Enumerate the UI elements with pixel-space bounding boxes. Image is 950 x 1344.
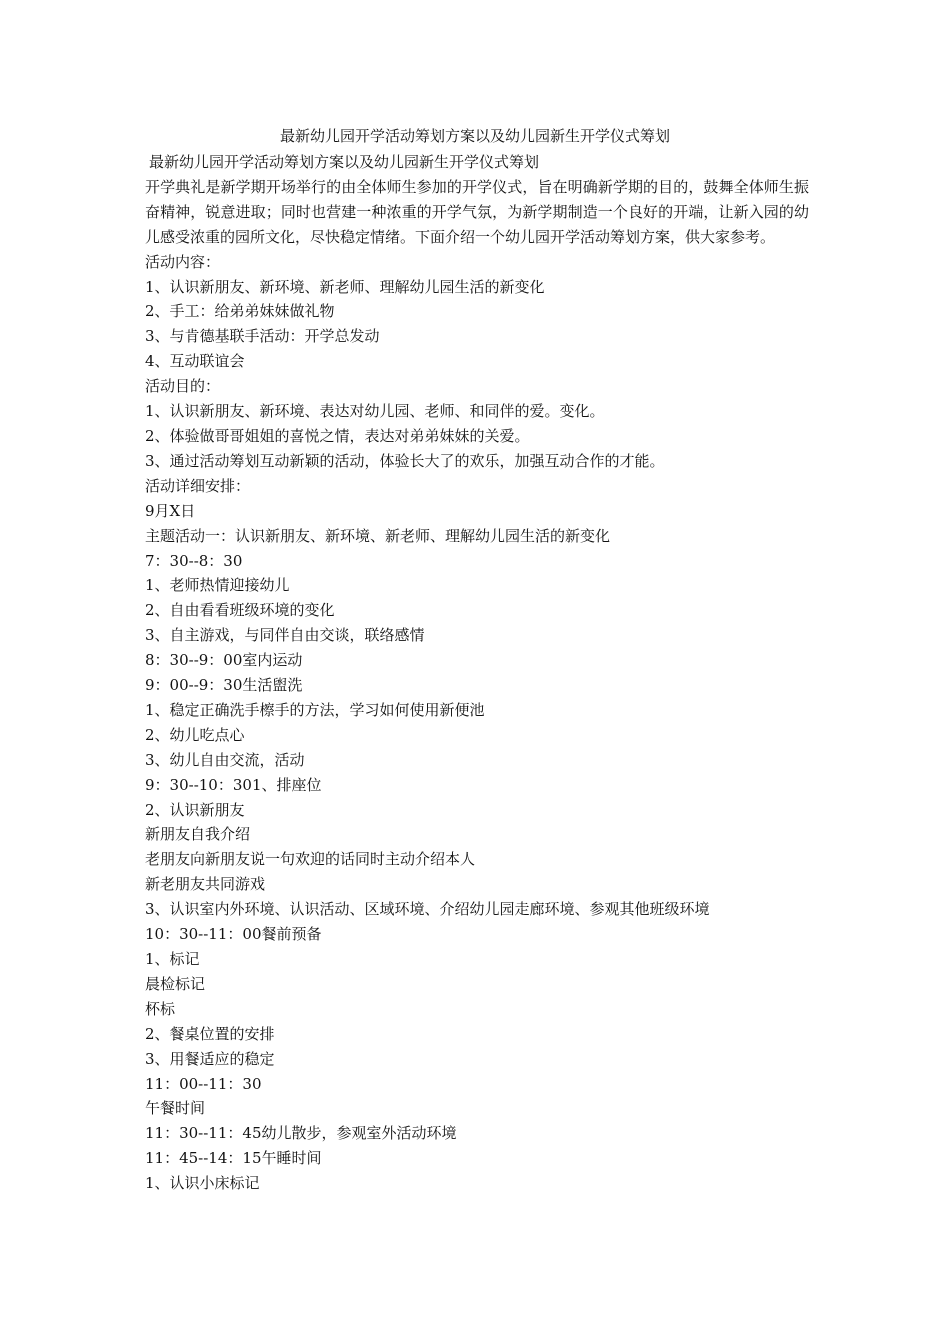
text-line: 11：30--11：45幼儿散步，参观室外活动环境 (145, 1124, 457, 1143)
text-line: 8：30--9：00室内运动 (145, 651, 303, 670)
text-line: 11：00--11：30 (145, 1074, 262, 1093)
text-line: 主题活动一：认识新朋友、新环境、新老师、理解幼儿园生活的新变化 (145, 526, 611, 545)
document-body (145, 150, 809, 1196)
text-line: 老朋友向新朋友说一句欢迎的话同时主动介绍本人 (145, 850, 476, 869)
text-line: 3、用餐适应的稳定 (145, 1049, 275, 1068)
text-line: 晨检标记 (145, 974, 206, 993)
text-line: 新老朋友共同游戏 (145, 875, 266, 894)
text-line: 2、餐桌位置的安排 (145, 1024, 275, 1043)
text-line: 2、手工：给弟弟妹妹做礼物 (145, 302, 335, 321)
text-line: 9：00--9：30生活盥洗 (145, 676, 303, 695)
text-line: 杯标 (145, 999, 176, 1018)
text-line: 11：45--14：15午睡时间 (145, 1149, 322, 1168)
text-line: 9月X日 (145, 501, 196, 520)
text-line: 1、认识小床标记 (145, 1174, 260, 1193)
document-subtitle: 最新幼儿园开学活动筹划方案以及幼儿园新生开学仪式筹划 (149, 153, 540, 171)
text-line: 9：30--10：301、排座位 (145, 775, 322, 794)
text-line: 活动详细安排： (145, 476, 251, 495)
text-line: 1、稳定正确洗手檫手的方法，学习如何使用新便池 (145, 700, 485, 719)
text-line: 2、幼儿吃点心 (145, 725, 245, 744)
text-line: 3、幼儿自由交流，活动 (145, 750, 305, 769)
text-line: 3、与肯德基联手活动：开学总发动 (145, 327, 380, 346)
text-line: 7：30--8：30 (145, 551, 243, 570)
text-line: 3、自主游戏，与同伴自由交谈，联络感情 (145, 626, 425, 645)
text-line: 1、认识新朋友、新环境、表达对幼儿园、老师、和同伴的爱。变化。 (145, 402, 605, 421)
text-line: 2、自由看看班级环境的变化 (145, 601, 335, 620)
text-line: 1、认识新朋友、新环境、新老师、理解幼儿园生活的新变化 (145, 277, 545, 296)
text-line: 1、标记 (145, 950, 200, 968)
text-line: 活动内容： (145, 252, 221, 271)
text-line: 10：30--11：00餐前预备 (145, 925, 322, 944)
text-line: 3、通过活动筹划互动新颖的活动，体验长大了的欢乐，加强互动合作的才能。 (145, 451, 665, 470)
text-line: 3、认识室内外环境、认识活动、区域环境、介绍幼儿园走廊环境、参观其他班级环境 (145, 900, 710, 919)
text-line: 午餐时间 (145, 1099, 206, 1118)
text-line: 活动目的： (145, 377, 221, 396)
text-line: 4、互动联谊会 (145, 352, 245, 371)
intro-paragraph: 开学典礼是新学期开场举行的由全体师生参加的开学仪式，旨在明确新学期的目的，鼓舞全体师生振奋精神，锐意进取；同时也营建一种浓重的开学气氛，为新学期制造一个良好的开端，让新入园的幼儿感受浓重的园所文化，尽快稳定情绪。下面介绍一个幼儿园开学活动筹划方案，供大家参考。 (145, 177, 809, 246)
text-line: 2、体验做哥哥姐姐的喜悦之情，表达对弟弟妹妹的关爱。 (145, 426, 530, 445)
text-line: 2、认识新朋友 (145, 800, 245, 819)
text-line: 新朋友自我介绍 (145, 825, 251, 844)
text-line: 1、老师热情迎接幼儿 (145, 576, 290, 595)
document-title: 最新幼儿园开学活动筹划方案以及幼儿园新生开学仪式筹划 (279, 127, 670, 145)
